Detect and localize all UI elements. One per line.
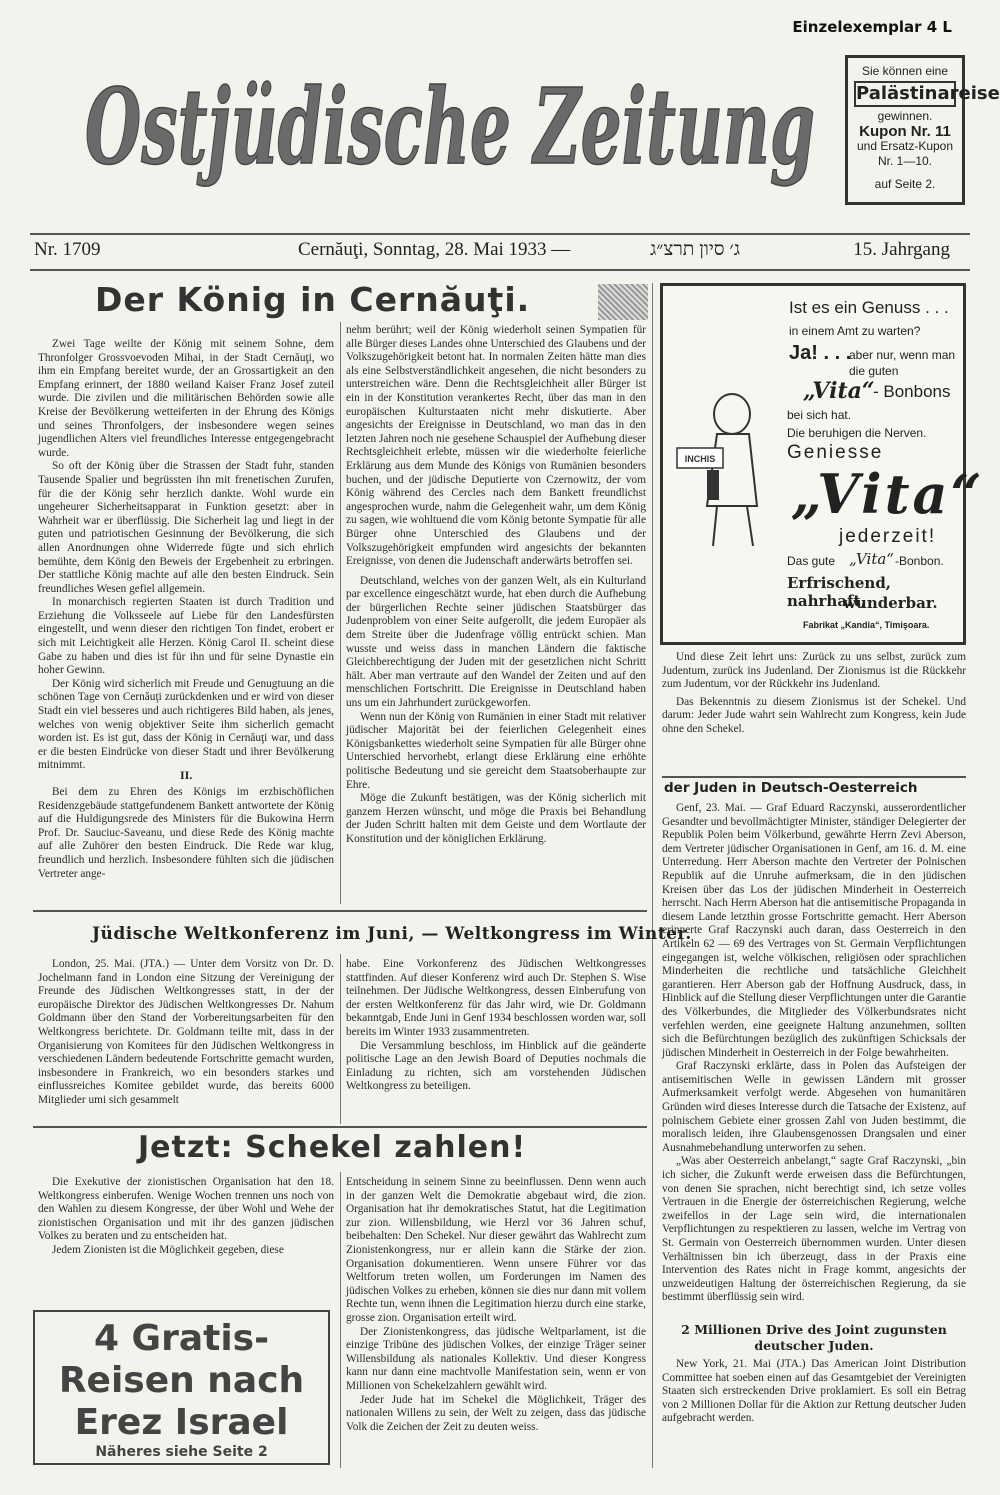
section-mark: II.: [180, 768, 193, 782]
article-column: [662, 802, 966, 1316]
print-smudge: [598, 284, 648, 320]
paragraph: Und diese Zeit lehrt uns: Zurück zu uns selbst, zurück zum Judentum, zurück ins Judenland. Der Zionismus ist die Rückkehr zum Judentum, vor der Rückkehr ins Judenland.: [662, 651, 966, 691]
paragraph: So oft der König über die Strassen der Stadt fuhr, standen Tausende Spalier und begrüssten ihn mit frenetischen Zurufen, für die der König sehr herzlich dankte. Wohl wurde ein ungeheurer Sicherheitsapparat in Funktion gesetzt: aber in Wahrheit war er überflüssig. Die Sicherheit lag und liegt in der guten und patriotischen Gesinnung der Bevölkerung, die sich allen Anordnungen ohne Widerrede fügte und sich ehrlich bemühte, dem König den Beweis der Ergebenheit zu erbringen. Der stattliche König machte auf alle den besten Eindruck. Sein freundliches Wesen gefiel allgemein.: [38, 460, 334, 595]
paragraph: Möge die Zukunft bestätigen, was der König sicherlich mit ganzem Herzen wünscht, und möge die Praxis bei Behandlung der Juden Schritt halten mit dem Geiste und dem Wortlaute der Konstitution und der königlichen Erklärung.: [346, 792, 646, 845]
article-headline-schekel: Jetzt: Schekel zahlen!: [138, 1130, 527, 1165]
article-headline-weltkonferenz: Jüdische Weltkonferenz im Juni, — Weltkongress im Winter.: [92, 924, 692, 944]
coupon-highlight: Palästinareise: [854, 81, 956, 107]
article-column: [38, 786, 334, 898]
ad-line: Geniesse: [787, 442, 884, 463]
paragraph: Genf, 23. Mai. — Graf Eduard Raczynski, ausserordentlicher Gesandter und bevollmächtigter Minister, ständiger Delegierter der Republik Polen beim Völkerbund, gewährte Herrn Zevi Aberson, dem Vertreter jüdischer Organisationen in Genf, am 16. d. M. eine Unterredung. Herr Aberson machte den Vertreter der Polnischen Republik auf die Unruhe aufmerksam, die in den jüdischen Kreisen über das Los der jüdischen Minderheit in Oesterreich herrscht. Nach Herrn Aberson hat die antisemitische Propaganda in diesem Lande letzthin grosse Fortschritte gemacht. Herr Aberson erinnerte Graf Raczynski auch daran, dass Oesterreich in den Artikeln 62 — 69 des Vertrages von St. Germain Verpflichtungen eingegangen ist, welche völkischen, religiösen oder sprachlichen Minderheiten die rechtliche und tatsächliche Gleichheit garantieren. Herr Aberson gab der Hoffnung Ausdruck, dass, in Hinblick auf die Stellung dieser Verpflichtungen unter die Garantie des Völkerbundes, die Mitglieder des Völkerbundsrates nicht verfehlen werden, eine geeignete Haltung anzunehmen, sollten sich die Befürchtungen bezüglich des zukünftigen Schicksals der jüdischen Minderheit in Oesterreich in der Folge bewahrheiten.: [662, 802, 966, 1059]
paragraph: habe. Eine Vorkonferenz des Jüdischen Weltkongresses stattfinden. Auf dieser Konferenz wird auch Dr. Stephen S. Wise teilnehmen. Der Jüdische Weltkongress, dessen Einberufung von der ersten Weltkonferenz für das Jahr wird, wie Dr. Goldmann bekanntgab, Ende Juni in Genf 1934 beschlossen worden war, soll bereits im Winter 1933 zusammentreten.: [346, 958, 646, 1038]
ad-brand-small: „Vita“: [803, 378, 875, 404]
coupon-box: [845, 55, 1000, 205]
ad-line: aber nur, wenn man: [849, 348, 956, 362]
paragraph: Der Zionistenkongress, das jüdische Weltparlament, ist die einzige Tribüne des jüdischen Volkes, der einzige Träger seiner Willensbildung als nationales Kollektiv. Und dieser Kongress kann nur dann eine machtvolle Manifestation sein, wenn er von Millionen von Schekelzahlern gewählt wird.: [346, 1325, 646, 1392]
paragraph: Die Versammlung beschloss, im Hinblick auf die geänderte politische Lage an den Jewish Board of Deputies nochmals die Einladung zu richten, sich am vorstehenden Jüdischen Weltkongress zu beteiligen.: [346, 1039, 646, 1093]
article-headline-raczynski: der Juden in Deutsch-Oesterreich: [664, 780, 918, 796]
ad-line: Ist es ein Genuss . . .: [789, 298, 949, 317]
dateline: [30, 233, 970, 271]
masthead-title: Ostjüdische Zeitung: [85, 65, 815, 188]
ad-line: die guten: [849, 364, 899, 378]
coupon-line: auf Seite 2.: [874, 177, 936, 191]
section-rule: [33, 910, 647, 912]
ad-line: -Bonbon.: [895, 554, 944, 568]
paragraph: Bei dem zu Ehren des Königs im erzbischöflichen Residenzgebäude stattgefundenem Bankett antwortete der König auf die Huldigungsrede des Ministers für die Bukowina Herrn Prof. Dr. Sauciuc-Saveanu, und diese Rede des König machte auf alle Zuhörer den besten Eindruck. Die Rede war klug, freundlich und herzlich. Insbesondere fühlten sich die jüdischen Vertreter ange-: [38, 786, 334, 880]
ad-line: Fabrikat „Kandia“, Timişoara.: [803, 620, 930, 630]
paragraph: Der König wird sicherlich mit Freude und Genugtuung an die schönen Tage von Cernăuţi zurückdenken und er wird von dieser Stadt ein viel besseres und auch richtigeres Bild haben, als jenes, welches von wenig objektiver Seite ihm sicherlich gemacht worden ist. Es ist gut, dass der König in Cernăuţi war, und dass er die besten Eindrücke von dieser Stadt und ihrer Bevölkerung mitnimmt.: [38, 677, 334, 772]
masthead-logo: [80, 55, 820, 190]
paragraph: „Was aber Oesterreich anbelangt,“ sagte Graf Raczynski, „bin ich sicher, die Zukunft werde erweisen dass die Befürchtungen, von denen Sie sprachen, nicht berechtigt sind, ich setze volles Vertrauen in die Energie der österreichischen Regierung, welche zweifellos in der Lage sein wird, die internationalen Verpflichtungen zu respektieren zu lassen, welche im Vertrag von St. Germain von Oesterreich übernommen wurden. Unter diesen Verhältnissen bin ich überzeugt, dass in der Praxis eine Intervention des Rates nicht in Frage kommt, angesichts der unzweideutigen Haltung der österreichischen Regierung, da sie bestimmt überflüssig sein wird.: [662, 1155, 966, 1304]
ad-line: Erfrischend, nahrhaft,: [787, 574, 892, 610]
article-column: [38, 338, 334, 772]
paragraph: Graf Raczynski erklärte, dass in Polen das Aufsteigen der antisemitischen Welle in gewissen Ländern mit grosser Aufmerksamkeit verfolgt werde. Abgesehen von humanitären Gründen wird dieses Interesse durch die Tatsache der Existenz, auf polnischem Gebiete einer grossen Zahl von Juden bestimmt, die moralisch leiden, ihre Glaubensgenossen Drangsalen und einer Ausnahmebehandlung unterworfen zu sehen.: [662, 1060, 966, 1154]
ad-line: Die beruhigen die Nerven.: [787, 426, 927, 440]
article-column: [38, 1176, 334, 1300]
vita-advertisement: [660, 283, 985, 645]
article-column: [346, 958, 646, 1124]
ad-line: „Vita“: [849, 550, 894, 568]
article-column: [662, 651, 966, 771]
gratis-note: Näheres siehe Seite 2: [95, 1444, 268, 1460]
article-column: [346, 1176, 646, 1468]
column-rule: [652, 283, 653, 1468]
paragraph: Die Exekutive der zionistischen Organisation hat den 18. Weltkongress einberufen. Wenige Wochen trennen uns noch von den Wahlen zu diesem Kongresse, der über Wohl und Wehe der zionistischen Organisation und mit ihr des ganzen jüdischen Volkes zu beraten und zu entscheiden hat.: [38, 1176, 334, 1243]
coupon-line: und Ersatz-Kupon: [856, 139, 954, 153]
ad-line: bei sich hat.: [787, 408, 852, 422]
article-headline-koenig: Der König in Cernăuţi.: [95, 280, 531, 319]
paragraph: New York, 21. Mai (JTA.) Das American Joint Distribution Committee hat soeben einen auf das Gesamtgebiet der Vereinigten Staaten sich erstreckenden Drive proklamiert. Es soll ein Betrag von 2 Millionen Dollar für die Aktion zur Rettung deutscher Juden aufgebracht werden.: [662, 1358, 966, 1425]
ad-line: wunderbar.: [843, 594, 938, 612]
paragraph: Zwei Tage weilte der König mit seinem Sohne, dem Thronfolger Grossvoevoden Mihai, in der Stadt Cernăuţi, wo ihm ein Empfang bereitet wurde, der an Grossartigkeit an den Empfang erinnert, der 1880 weiland Kaiser Franz Josef zuteil wurde. Die zivilen und die militärischen Behörden sowie alle Kreise der Bevölkerung wetteiferten in der Ehrung des Königs und seines Thronfolgers, der insbesondere wegen seines jugendlichen Alters viel freundliches Interesse entgegengebracht wurde.: [38, 338, 334, 459]
ad-brand: „Vita“: [791, 462, 985, 526]
paragraph: Entscheidung in seinem Sinne zu beeinflussen. Denn wenn auch in der ganzen Welt die Demokratie abgebaut wird, die zion. Organisation hat ihr demokratisches Statut, hat die Legitimation zur zion. Willensbildung, wie Herzl vor 36 Jahren schuf, beibehalten: Den Schekel. Nur dieser gewährt das Wahlrecht zum Zionistenkongress, nur er allein kann die Stärke der zion. Organisation dokumentieren. Wenn unsere Führer vor das Weltforum treten wollen, um Forderungen im Namen des jüdischen Volkes zu erheben, können sie dies nur dann mit vollem Rechte tun, wenn ihnen die Legitimation hierzu durch eine starke, grosse zion. Organisation erteilt wird.: [346, 1176, 646, 1324]
column-rule: [340, 322, 341, 904]
issue-date: Cernăuţi, Sonntag, 28. Mai 1933 —: [298, 239, 571, 260]
issue-number: Nr. 1709: [34, 239, 101, 260]
paragraph: Jedem Zionisten ist die Möglichkeit gegeben, diese: [52, 1243, 284, 1256]
hebrew-date: ג׳ סיון תרצ״ג: [650, 239, 741, 260]
ad-line: in einem Amt zu warten?: [789, 324, 921, 338]
paragraph: Wenn nun der König von Rumänien in einer Stadt mit relativer jüdischer Majorität bei der feierlichen Gelegenheit eines Königsbankettes wiederholt seine Sympatien für alle Bürger ohne Unterschied hervorhebt, erlangt diese Erklärung eine erhöhte politische Bedeutung und sie gereicht dem Staatsoberhaupte zur Ehre.: [346, 710, 646, 791]
gratis-line: Reisen nach: [58, 1360, 305, 1401]
section-rule: [33, 1126, 647, 1128]
ad-line: - Bonbons: [873, 382, 951, 401]
article-headline-joint: 2 Millionen Drive des Joint zugunsten deutscher Juden.: [681, 1322, 947, 1353]
article-column: [662, 1358, 966, 1432]
paragraph: In monarchisch regierten Staaten ist durch Tradition und Erziehung die Volksseele auf Liebe für den Landesfürsten eingestellt, und wenn dieser den richtigen Ton findet, erobert er sich mit Leichtigkeit alle Herzen. König Carol II. scheint diese Gabe zu haben und dies ist für ihn und für seine Dynastie ein hoher Gewinn.: [38, 596, 334, 677]
price-label: Einzelexemplar 4 L: [792, 18, 952, 36]
gratis-line: Erez Israel: [74, 1402, 289, 1443]
paragraph: London, 25. Mai. (JTA.) — Unter dem Vorsitz von Dr. D. Jochelmann fand in London eine Sitzung der Vereinigung der Freunde des Jüdischen Weltkongresses statt, in der der europäische Direktor des Jüdischen Weltkongresses Dr. Nahum Goldmann über den Stand der Vorbereitungsarbeiten für den Weltkongress berichtete. Dr. Goldmann teilte mit, dass in der Organisierung von Komitees für den Jüdischen Weltkongress in verschiedenen Ländern bedeutende Fortschritte gemacht wurden, insbesondere in Frankreich, wo ein besonders starkes und einflussreiches Komitee gebildet wurde, das bereits 6000 Mitglieder umi sich gesammelt: [38, 958, 334, 1106]
paragraph: Das Bekenntnis zu diesem Zionismus ist der Schekel. Und darum: Jeder Jude wahrt sein Wahlrecht zum Kongress, kein Jude ohne den Schekel.: [662, 695, 966, 735]
paragraph: nehm berührt; weil der König wiederholt seinen Sympatien für alle Bürger dieses Landes ohne Unterschied des Glaubens und der Volkszugehörigkeit betont hat. In normalen Zeiten hätte man dies als eine Selbstverständlichkeit angesehen, die nicht besonders zu unterstreichen wäre. Denn die Rechtsgleichheit aller Bürger ist ein in der Konstitution verankertes Recht, über das man in den europäischen Kulturstaaten nicht mehr diskutierte. Aber angesichts der Ereignisse in Deutschland, wo man das in den letzten Jahren noch nie gesehene Schauspiel der Aufhebung dieser Rechtsgleichheit erlebte, müssen wir die wiederholte feierliche Erklärung aus dem Munde des Königs von Rumänien besonders buchen, und der jüdische Deputierte von Czernowitz, der vom König während des Cercles nach dem Bankett freundlichst angesprochen wurde, nahm die Gelegenheit wahr, um dem König zu sagen, wie wohltuend die vom König betonte Sympatie für alle Bürger ohne Unterschied des Glaubens und der Volkszugehörigkeit empfunden wird angesichts der bekannten Ereignisse, von denen die Judenschaft anderwärts betroffen sei.: [346, 324, 646, 568]
ad-line: Das gute: [787, 554, 836, 568]
coupon-line: gewinnen.: [877, 109, 933, 123]
volume-year: 15. Jahrgang: [853, 239, 950, 260]
column-rule: [340, 1172, 341, 1468]
coupon-number: Kupon Nr. 11: [859, 123, 951, 140]
gratis-trips-box: [33, 1310, 330, 1465]
article-column: [346, 324, 646, 900]
waiting-man-illustration: [677, 386, 787, 556]
gratis-line: 4 Gratis-: [93, 1318, 270, 1359]
paragraph: Jeder Jude hat im Schekel die Möglichkeit, Träger des nationalen Willens zu sein, der Welt zu zeigen, dass das jüdische Volk die Zeichen der Zeit zu deuten weiss.: [346, 1393, 646, 1433]
article-column: [38, 958, 334, 1124]
column-rule: [340, 954, 341, 1124]
section-rule: [662, 776, 966, 778]
paragraph: Deutschland, welches von der ganzen Welt, als ein Kulturland par excellence eingeschätzt wurde, hat eben durch die Aufhebung der bürgerlichen Rechte seiner jüdischen Staatsbürger das Judenproblem von einer Seite aufgerollt, die jedem Europäer als dem Streite über die Judenfrage völlig entrückt schien. Man wusste und weiss dass in manchen Ländern die faktische Gleichberechtigung der Juden mit der gesetzlichen nicht Schritt hält. Aber man vertraute auf den Wandel der Zeiten und auf den menschlichen Fortschritt. Die Ereignisse in Deutschland haben uns um ein Jahrhundert zurückgeworfen.: [346, 574, 646, 710]
ad-line: jederzeit!: [839, 526, 937, 547]
ad-line: Ja! . . .: [789, 342, 852, 364]
coupon-line: Sie können eine: [861, 64, 949, 78]
coupon-line: Nr. 1—10.: [877, 154, 933, 168]
closed-sign: INCHIS: [684, 454, 716, 464]
